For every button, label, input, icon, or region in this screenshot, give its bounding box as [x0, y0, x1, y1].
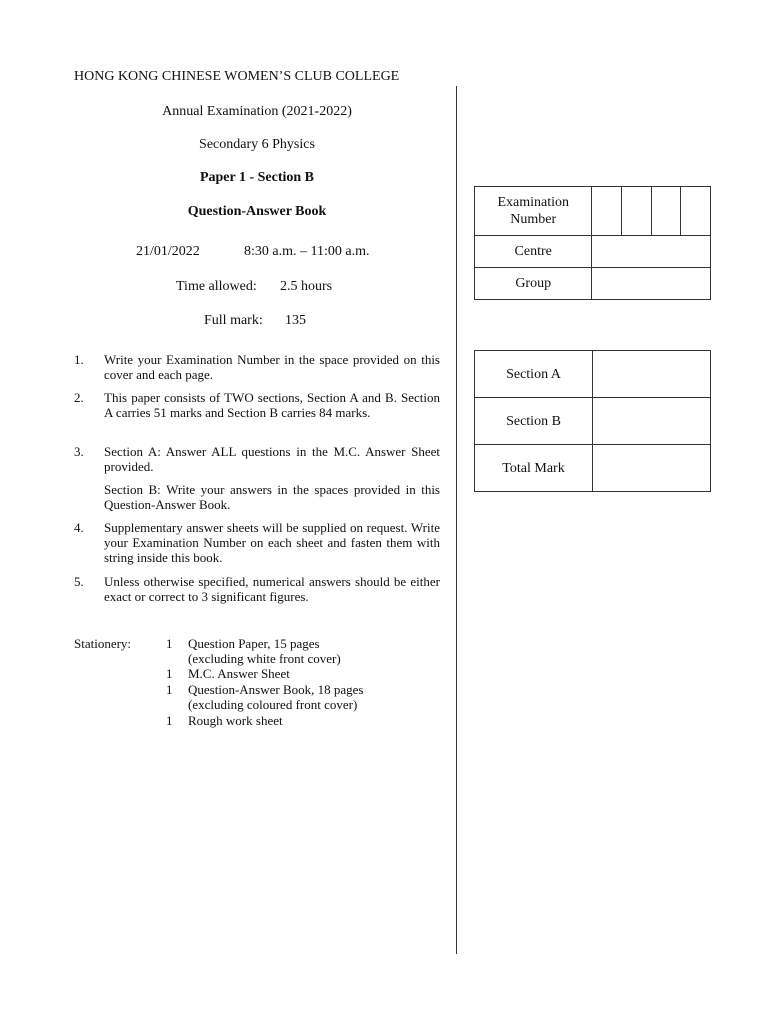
exam-number-box-1[interactable] [592, 187, 622, 236]
instruction-number: 3. [74, 444, 84, 459]
section-b-label: Section B [475, 398, 593, 445]
subject-title: Secondary 6 Physics [199, 137, 315, 152]
section-a-mark[interactable] [593, 351, 711, 398]
instruction-text: Write your Examination Number in the space provided on this cover and each page. [104, 352, 440, 382]
exam-number-box-3[interactable] [651, 187, 681, 236]
time-allowed-label: Time allowed: [176, 279, 257, 294]
instruction-text: Section A: Answer ALL questions in the M.C. Answer Sheet provided. [104, 444, 440, 474]
instruction-text: This paper consists of TWO sections, Section A and B. Section A carries 51 marks and Section B carries 84 marks. [104, 390, 440, 420]
stationery-item: M.C. Answer Sheet [188, 666, 290, 681]
total-mark-label: Total Mark [475, 445, 593, 492]
stationery-item: Question Paper, 15 pages [188, 636, 320, 651]
stationery-qty: 1 [166, 682, 173, 697]
time-allowed-value: 2.5 hours [280, 279, 333, 294]
group-label: Group [475, 268, 592, 300]
instruction-number: 5. [74, 574, 84, 589]
full-mark-label: Full mark: [204, 313, 263, 328]
instruction-number: 4. [74, 520, 84, 535]
instruction-number: 2. [74, 390, 84, 405]
total-mark-field[interactable] [593, 445, 711, 492]
group-field[interactable] [592, 268, 711, 300]
section-a-label: Section A [475, 351, 593, 398]
instruction-item [74, 352, 440, 384]
instruction-text: Section B: Write your answers in the spaces provided in this Question-Answer Book. [104, 482, 440, 512]
page-divider [456, 86, 457, 954]
exam-number-label [475, 187, 592, 236]
centre-label: Centre [475, 236, 592, 268]
stationery-label: Stationery: [74, 636, 132, 651]
instruction-item [74, 520, 440, 568]
book-title: Question-Answer Book [187, 204, 327, 219]
centre-field[interactable] [592, 236, 711, 268]
instruction-text: Supplementary answer sheets will be supplied on request. Write your Examination Number on each sheet and fasten them with string inside this book. [104, 520, 440, 565]
stationery-item: Rough work sheet [188, 713, 283, 728]
stationery-qty: 1 [166, 713, 173, 728]
marks-table [474, 350, 711, 492]
exam-time: 8:30 a.m. – 11:00 a.m. [244, 244, 370, 259]
instruction-item [74, 482, 440, 514]
instruction-item [74, 390, 440, 438]
instruction-item [74, 444, 440, 476]
stationery-qty: 1 [166, 666, 173, 681]
stationery-item-note: (excluding white front cover) [188, 651, 341, 666]
instruction-item [74, 574, 440, 606]
exam-number-box-2[interactable] [622, 187, 652, 236]
instruction-text: Unless otherwise specified, numerical answers should be either exact or correct to 3 significant figures. [104, 574, 440, 604]
school-name: HONG KONG CHINESE WOMEN’S CLUB COLLEGE [74, 69, 400, 84]
exam-info-table [474, 186, 711, 300]
exam-title: Annual Examination (2021-2022) [162, 104, 352, 119]
section-b-mark[interactable] [593, 398, 711, 445]
stationery-item: Question-Answer Book, 18 pages [188, 682, 364, 697]
instruction-number: 1. [74, 352, 84, 367]
exam-number-label-line2: Number [510, 212, 557, 227]
full-mark-value: 135 [285, 313, 306, 328]
paper-title: Paper 1 - Section B [199, 170, 315, 185]
exam-number-label-line1: Examination [497, 195, 569, 210]
exam-date: 21/01/2022 [136, 244, 200, 259]
stationery-item-note: (excluding coloured front cover) [188, 697, 358, 712]
exam-number-box-4[interactable] [681, 187, 711, 236]
stationery-qty: 1 [166, 636, 173, 651]
